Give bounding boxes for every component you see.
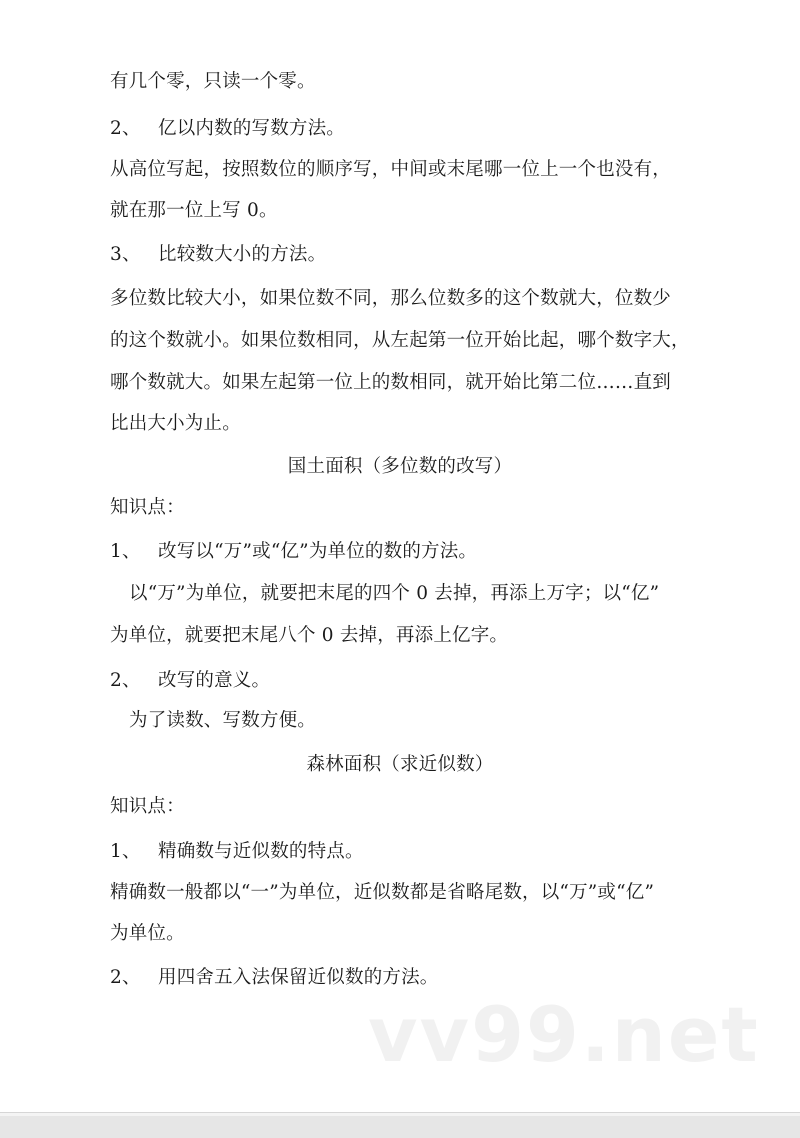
item-number: 1、: [110, 841, 141, 862]
heading-text: 亿以内数的写数方法。: [158, 118, 346, 139]
heading-text: 精确数与近似数的特点。: [158, 841, 364, 862]
numbered-heading: [110, 966, 439, 990]
text-line: 为单位，就要把末尾八个 0 去掉，再添上亿字。: [110, 625, 509, 646]
item-number: 1、: [110, 541, 141, 562]
text-line: 就在那一位上写 0。: [110, 200, 278, 221]
numbered-heading: [110, 540, 477, 564]
item-number: 2、: [110, 967, 141, 988]
text-line: 知识点：: [110, 796, 185, 817]
item-number: 2、: [110, 118, 141, 139]
numbered-heading: [110, 669, 270, 693]
text-line: 知识点：: [110, 497, 185, 518]
heading-text: 比较数大小的方法。: [158, 244, 327, 265]
heading-text: 改写的意义。: [158, 670, 271, 691]
numbered-heading: [110, 117, 345, 141]
text-line: 从高位写起，按照数位的顺序写，中间或末尾哪一位上一个也没有，: [110, 159, 672, 180]
watermark-text: vv99.net: [368, 990, 760, 1079]
text-line: 为了读数、写数方便。: [129, 710, 317, 731]
page-bottom-edge: [0, 1113, 800, 1116]
text-line: 比出大小为止。: [110, 413, 241, 434]
heading-text: 用四舍五入法保留近似数的方法。: [158, 967, 439, 988]
page-bottom-border: [0, 1112, 800, 1138]
text-line: 有几个零，只读一个零。: [110, 71, 316, 92]
item-number: 2、: [110, 670, 141, 691]
numbered-heading: [110, 840, 364, 864]
text-line: 以“万”为单位，就要把末尾的四个 0 去掉，再添上万字；以“亿”: [129, 583, 660, 604]
heading-text: 改写以“万”或“亿”为单位的数的方法。: [158, 541, 478, 562]
section-title: 森林面积（求近似数）: [306, 754, 494, 775]
text-line: 哪个数就大。如果左起第一位上的数相同，就开始比第二位……直到: [110, 372, 672, 393]
text-line: 为单位。: [110, 923, 185, 944]
text-line: 的这个数就小。如果位数相同，从左起第一位开始比起，哪个数字大，: [110, 330, 690, 351]
numbered-heading: [110, 243, 326, 267]
text-line: 精确数一般都以“一”为单位，近似数都是省略尾数，以“万”或“亿”: [110, 882, 655, 903]
item-number: 3、: [110, 244, 141, 265]
text-line: 多位数比较大小，如果位数不同，那么位数多的这个数就大，位数少: [110, 288, 672, 309]
section-title: 国土面积（多位数的改写）: [287, 456, 513, 477]
